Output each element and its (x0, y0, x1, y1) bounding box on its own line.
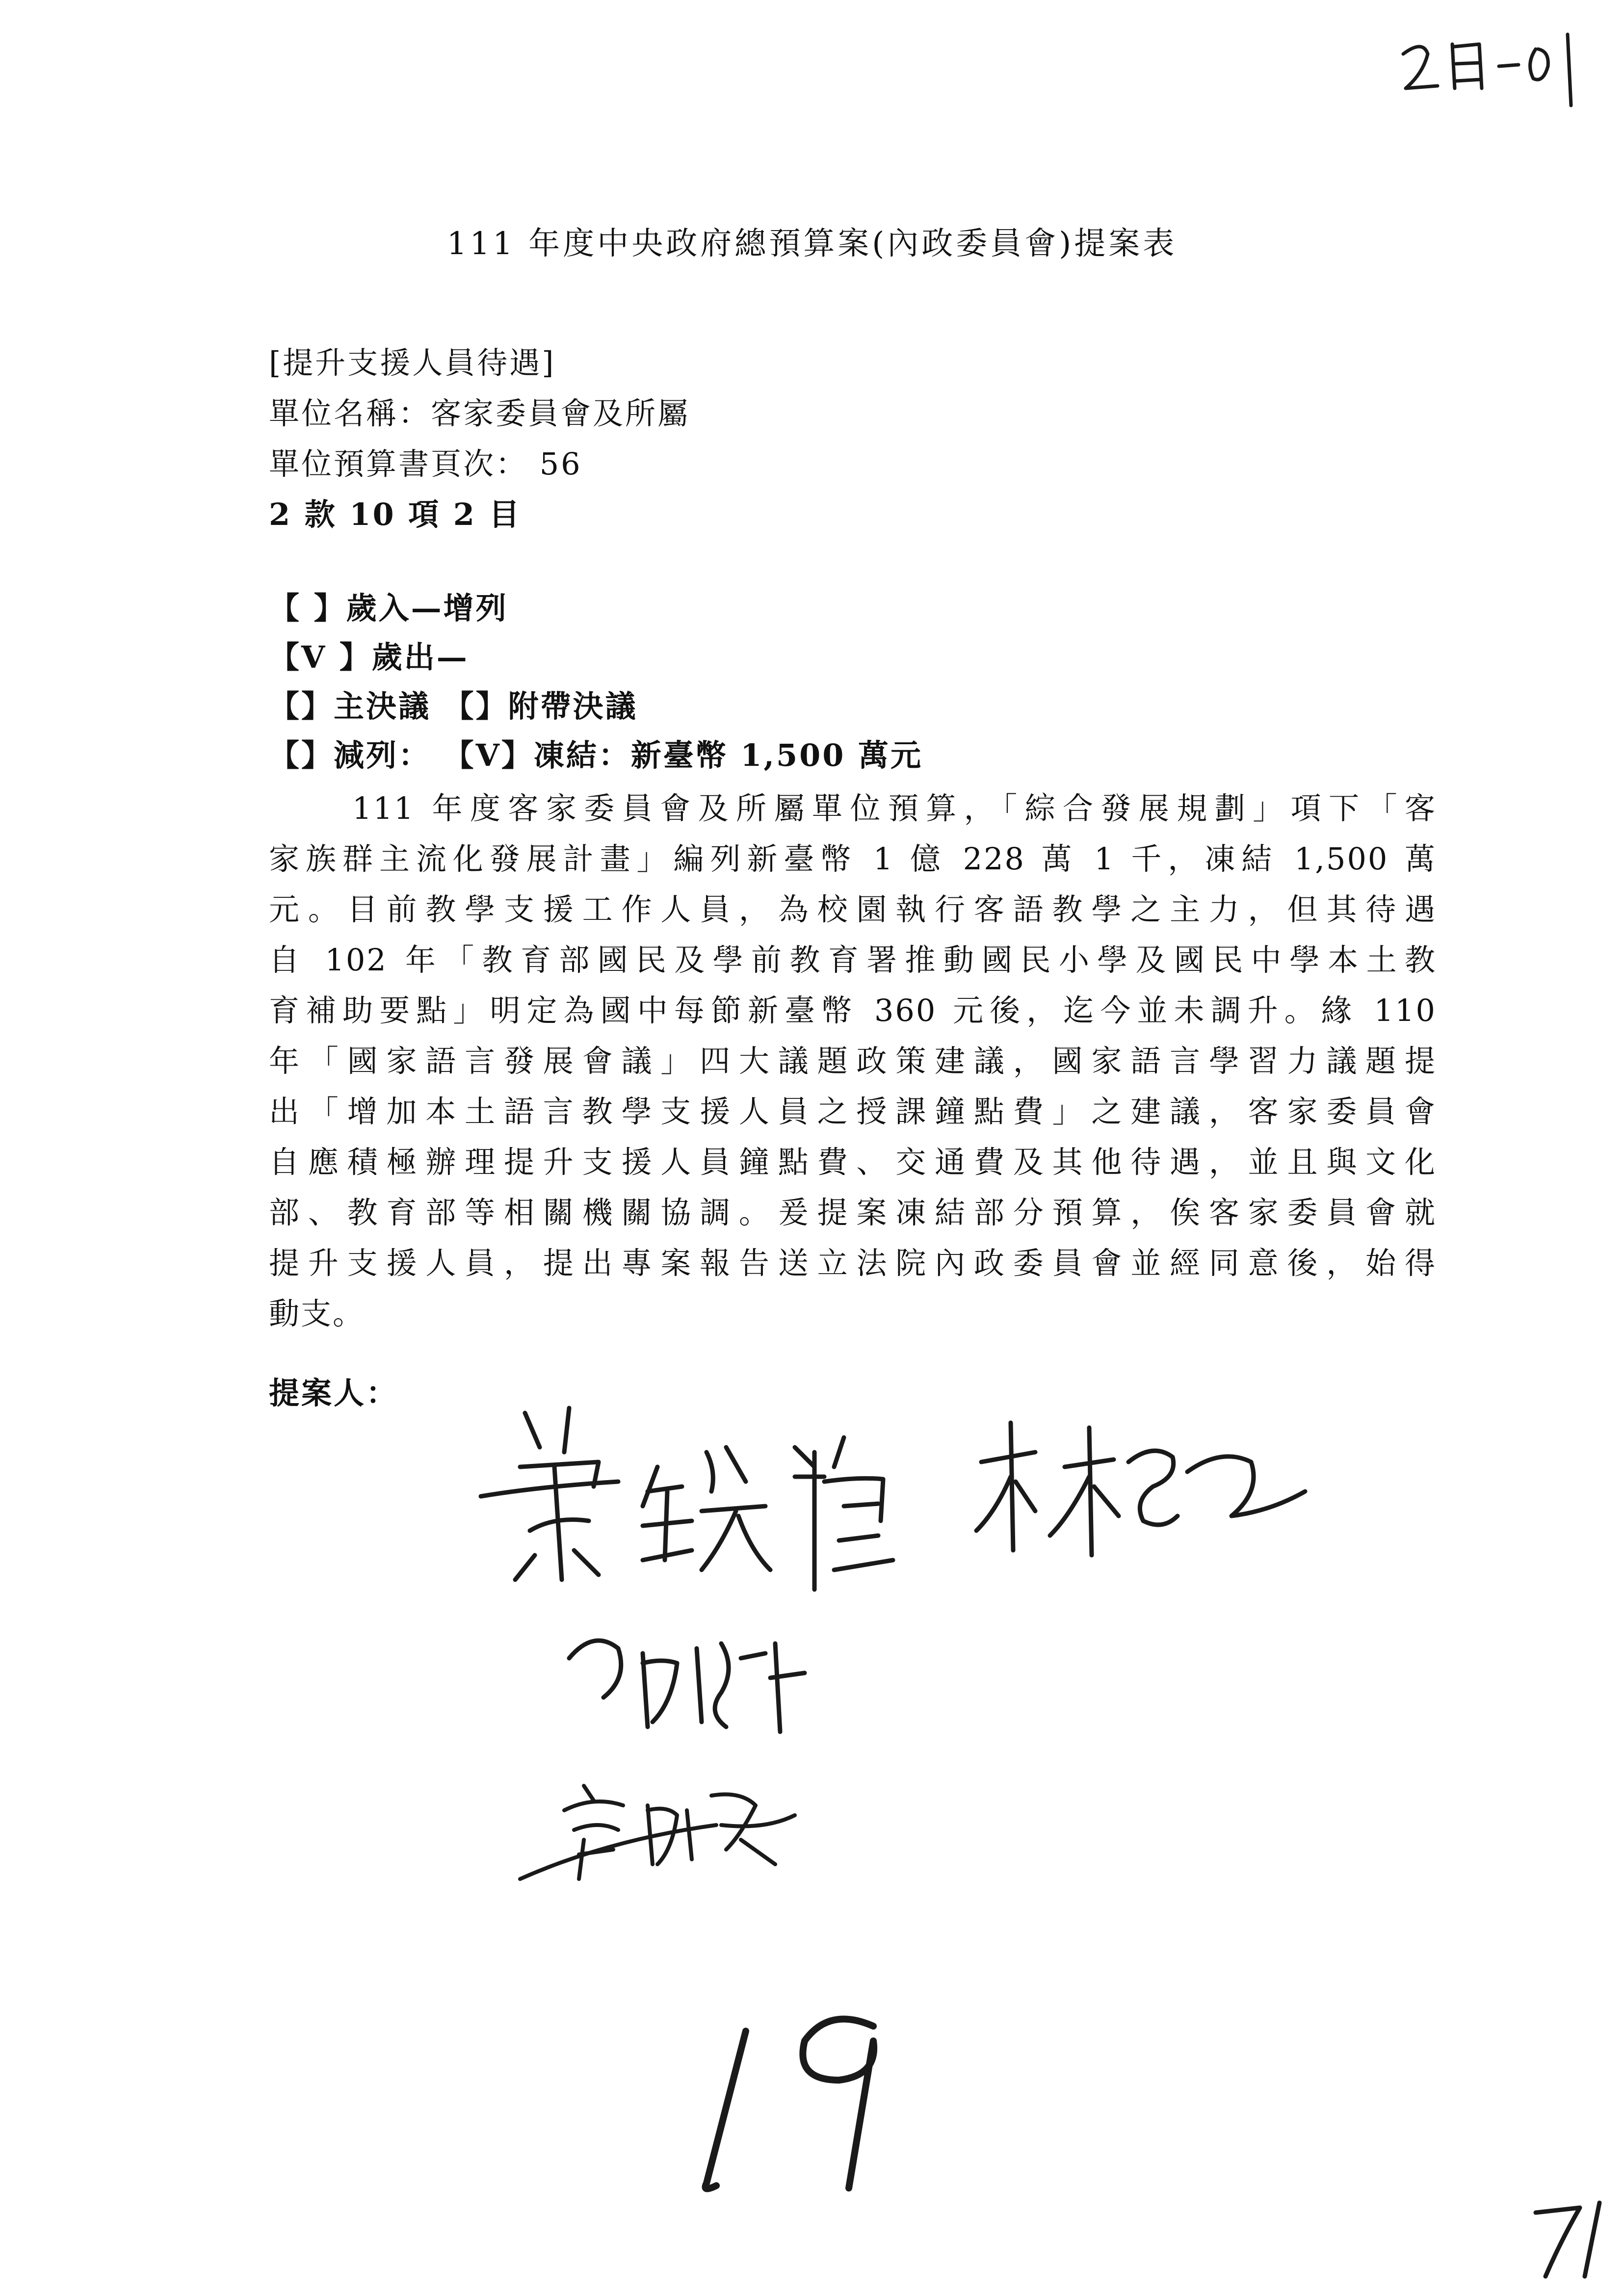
document-title: 111 年度中央政府總預算案(內政委員會)提案表 (446, 226, 1178, 262)
signature-3 (554, 1619, 829, 1747)
body-line: 出「增加本土語言教學支援人員之授課鐘點費」之建議，客家委員會 (269, 1094, 1437, 1129)
body-line: 提升支援人員，提出專案報告送立法院內政委員會並經同意後，始得 (269, 1245, 1437, 1281)
signature-1 (471, 1393, 942, 1599)
body-line: 自應積極辦理提升支援人員鐘點費、交通費及其他待遇，並且與文化 (269, 1144, 1437, 1180)
body-line: 育補助要點」明定為國中每節新臺幣 360 元後，迄今並未調升。緣 110 (269, 992, 1437, 1028)
option-cut-freeze-amount: 【】減列： 【V】凍結：新臺幣 1,500 萬元 (269, 737, 923, 773)
budget-item-code: 2 款 10 項 2 目 (269, 496, 522, 532)
signature-2 (967, 1403, 1320, 1565)
body-line: 動支。 (269, 1296, 365, 1331)
body-line: 部、教育部等相關機關協調。爰提案凍結部分預算，俟客家委員會就 (269, 1195, 1437, 1230)
budget-page-reference: 單位預算書頁次： 56 (269, 446, 582, 482)
proposer-label: 提案人： (269, 1375, 399, 1411)
signature-4 (510, 1766, 814, 1894)
body-line: 自 102 年「教育部國民及學前教育署推動國民小學及國民中學本土教 (269, 942, 1437, 978)
corner-handwritten-note (1393, 20, 1599, 113)
body-line: 111 年度客家委員會及所屬單位預算，「綜合發展規劃」項下「客 (352, 790, 1437, 826)
option-expenditure: 【V 】歲出— (269, 639, 469, 675)
page-number (1526, 2193, 1619, 2286)
unit-name: 單位名稱：客家委員會及所屬 (269, 395, 690, 431)
proposal-subject: [提升支援人員待遇] (269, 345, 556, 381)
body-line: 年「國家語言發展會議」四大議題政策建議，國家語言學習力議題提 (269, 1043, 1437, 1079)
handwritten-number (682, 1987, 917, 2198)
body-line: 家族群主流化發展計畫」編列新臺幣 1 億 228 萬 1 千，凍結 1,500 萬 (269, 841, 1437, 877)
option-revenue-increase: 【 】歲入—增列 (269, 590, 508, 626)
option-resolution-type: 【】主決議 【】附帶決議 (269, 688, 638, 724)
body-line: 元。目前教學支援工作人員，為校園執行客語教學之主力，但其待遇 (269, 891, 1437, 927)
